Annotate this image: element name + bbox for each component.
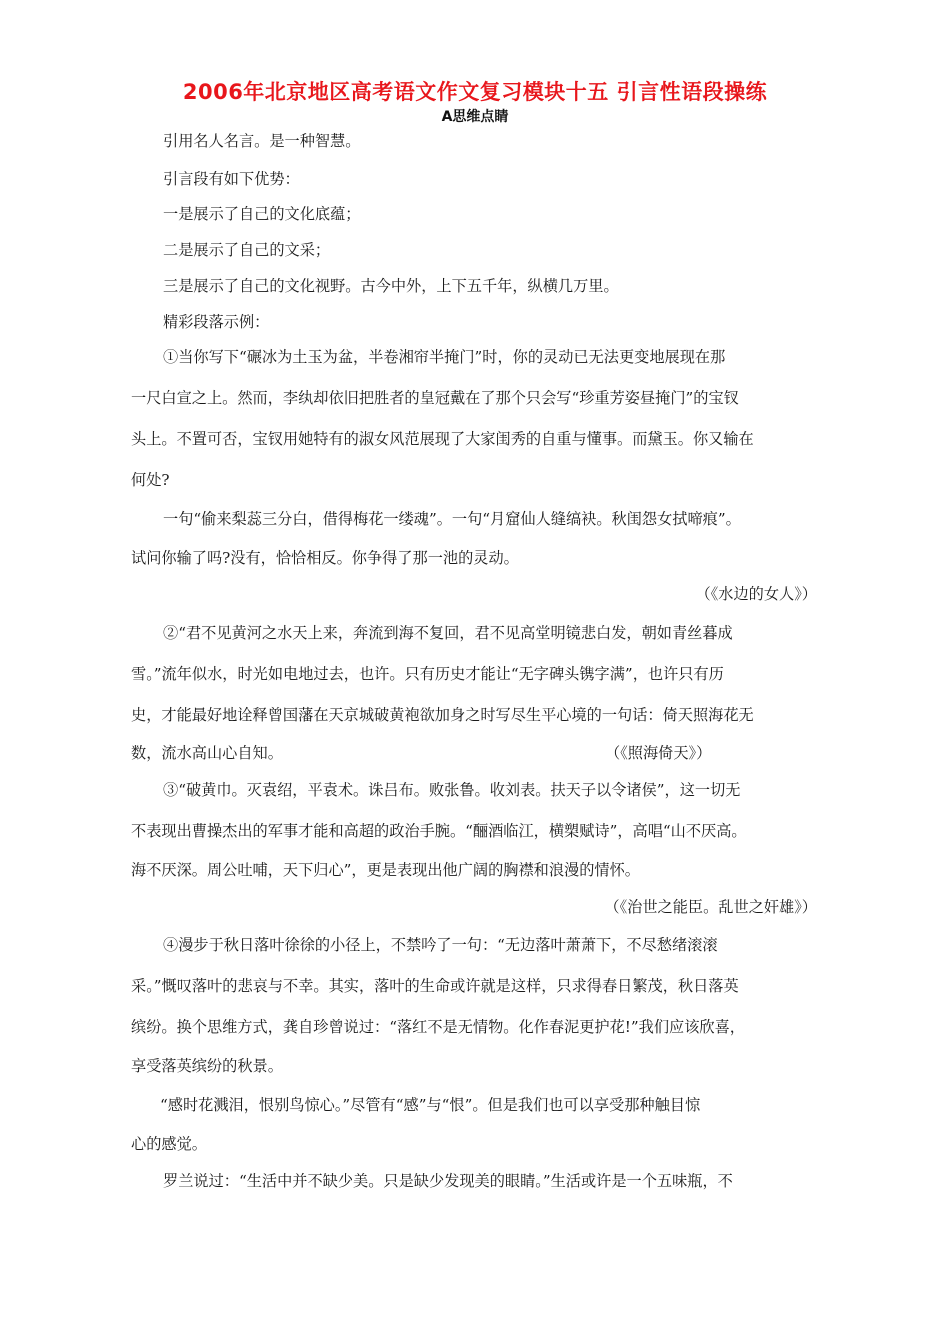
paragraph-line: ③“破黄巾。灭袁绍，平袁术。诛吕布。败张鲁。收刘表。扶天子以令诸侯”，这一切无	[163, 781, 741, 799]
document-title: 2006年北京地区高考语文作文复习模块十五 引言性语段操练	[182, 80, 768, 104]
paragraph-line: 引言段有如下优势：	[163, 170, 300, 188]
paragraph-line: 引用名人名言。是一种智慧。	[163, 132, 361, 150]
paragraph-line: 一尺白宣之上。然而，李纨却依旧把胜者的皇冠戴在了那个只会写“珍重芳姿昼掩门”的宝钗	[131, 389, 739, 407]
paragraph-line: 享受落英缤纷的秋景。	[131, 1057, 283, 1075]
section-heading: A思维点睛	[441, 109, 509, 125]
paragraph-line: 二是展示了自己的文采；	[163, 241, 331, 259]
paragraph-line: 雪。”流年似水，时光如电地过去，也许。只有历史才能让“无字碑头镌字满”，也许只有历	[131, 665, 724, 683]
paragraph-line: ②“君不见黄河之水天上来，奔流到海不复回，君不见高堂明镜悲白发，朝如青丝暮成	[163, 624, 733, 642]
paragraph-line: 一句“偷来梨蕊三分白，借得梅花一缕魂”。一句“月窟仙人缝缟袂。秋闺怨女拭啼痕”。	[163, 510, 741, 528]
paragraph-line: 缤纷。换个思维方式，龚自珍曾说过：“落红不是无情物。化作春泥更护花!”我们应该欣喜，	[131, 1018, 745, 1036]
paragraph-line: 三是展示了自己的文化视野。古今中外，上下五千年，纵横几万里。	[163, 277, 619, 295]
paragraph-line: 史，才能最好地诠释曾国藩在天京城破黄袍欲加身之时写尽生平心境的一句话：倚天照海花无	[131, 706, 754, 724]
paragraph-line: ①当你写下“碾冰为土玉为盆，半卷湘帘半掩门”时，你的灵动已无法更变地展现在那	[163, 348, 726, 366]
paragraph-line: 何处?	[131, 471, 170, 489]
paragraph-line: 海不厌深。周公吐哺，天下归心”，更是表现出他广阔的胸襟和浪漫的情怀。	[131, 861, 640, 879]
paragraph-line: 罗兰说过：“生活中并不缺少美。只是缺少发现美的眼睛。”生活或许是一个五味瓶，不	[163, 1172, 733, 1190]
source-citation: （《水边的女人》）	[695, 585, 817, 603]
paragraph-line: 精彩段落示例：	[163, 313, 270, 331]
paragraph-line: 不表现出曹操杰出的军事才能和高超的政治手腕。“酾酒临江，横槊赋诗”，高唱“山不厌高。	[131, 822, 747, 840]
paragraph-line: ④漫步于秋日落叶徐徐的小径上，不禁吟了一句：“无边落叶萧萧下，不尽愁绪滚滚	[163, 936, 718, 954]
paragraph-line: 一是展示了自己的文化底蕴；	[163, 205, 361, 223]
paragraph-line: 数，流水高山心自知。	[131, 744, 283, 762]
source-citation: （《治世之能臣。乱世之奸雄》）	[604, 898, 817, 916]
paragraph-line: 心的感觉。	[131, 1135, 207, 1153]
paragraph-line: 采。”慨叹落叶的悲哀与不幸。其实，落叶的生命或许就是这样，只求得春日繁茂，秋日落英	[131, 977, 739, 995]
paragraph-line: 试问你输了吗?没有，恰恰相反。你争得了那一池的灵动。	[131, 549, 519, 567]
source-citation: （《照海倚天》）	[605, 744, 712, 762]
paragraph-line: 头上。不置可否，宝钗用她特有的淑女风范展现了大家闺秀的自重与懂事。而黛玉。你又输在	[131, 430, 754, 448]
paragraph-line: “感时花溅泪，恨别鸟惊心。”尽管有“感”与“恨”。但是我们也可以享受那种触目惊	[160, 1096, 701, 1114]
